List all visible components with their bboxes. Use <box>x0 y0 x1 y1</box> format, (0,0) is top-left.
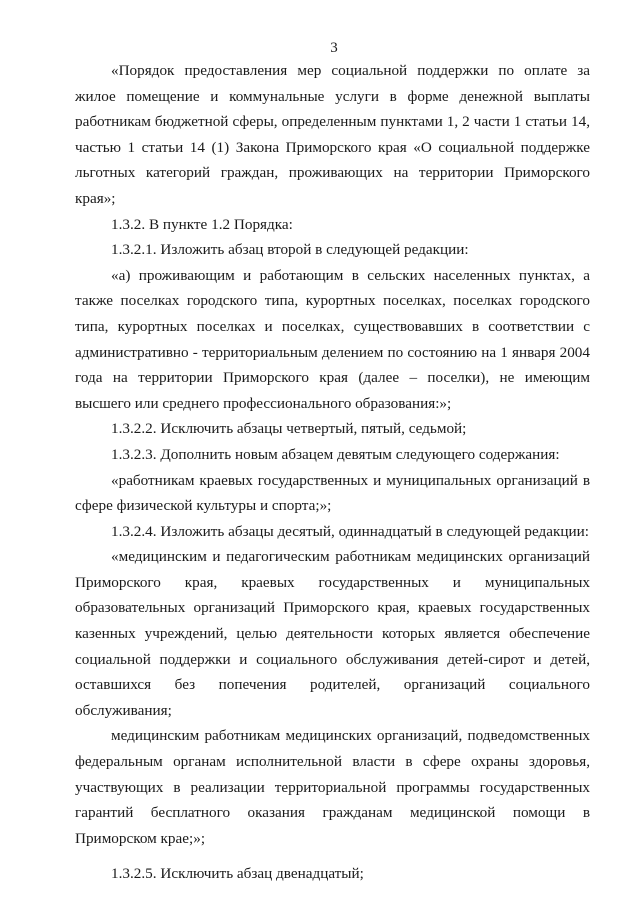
paragraph-1-3-2-5: 1.3.2.5. Исключить абзац двенадцатый; <box>111 865 364 883</box>
document-body <box>75 58 590 887</box>
paragraph-sports-workers: «работникам краевых государственных и муниципальных организаций в сфере физической культуры и спорта;»; <box>75 471 590 515</box>
paragraph-medical-pedagogical: «медицинским и педагогическим работникам медицинских организаций Приморского края, краевых государственных и муниципальных образовательных организаций Приморского края, краевых государственных казенных учреждений, целью деятельности которых является обеспечение социальной поддержки и социального обслуживания детей-сирот и детей, оставшихся без попечения родителей, организаций социального обслуживания; <box>75 548 590 719</box>
page-number: 3 <box>330 40 338 56</box>
paragraph-1-3-2-4: 1.3.2.4. Изложить абзацы десятый, одиннадцатый в следующей редакции: <box>111 522 589 540</box>
paragraph-1-3-2: 1.3.2. В пункте 1.2 Порядка: <box>111 215 293 233</box>
paragraph-order-title: «Порядок предоставления мер социальной поддержки по оплате за жилое помещение и коммунальные услуги в форме денежной выплаты работникам бюджетной сферы, определенным пунктами 1, 2 части 1 статьи 14, частью 1 статьи 14 (1) Закона Приморского края «О социальной поддержке льготных категорий граждан, проживающих на территории Приморского края»; <box>75 62 590 207</box>
paragraph-1-3-2-3: 1.3.2.3. Дополнить новым абзацем девятым следующего содержания: <box>111 445 560 463</box>
paragraph-rural-residents: «а) проживающим и работающим в сельских населенных пунктах, а также поселках городского типа, курортных поселках, поселках городского типа, курортных поселках и поселках, существовавших в соответствии с административно - территориальным делением по состоянию на 1 января 2004 года на территории Приморского края (далее – поселки), не имеющим высшего или среднего профессионального образования:»; <box>75 266 590 412</box>
paragraph-1-3-2-1: 1.3.2.1. Изложить абзац второй в следующей редакции: <box>111 241 469 259</box>
paragraph-federal-medical: медицинским работникам медицинских организаций, подведомственных федеральным органам исполнительной власти в сфере охраны здоровья, участвующих в реализации территориальной программы государственных гарантий бесплатного оказания гражданам медицинской помощи в Приморском крае;»; <box>75 727 590 847</box>
paragraph-1-3-2-2: 1.3.2.2. Исключить абзацы четвертый, пятый, седьмой; <box>111 420 467 438</box>
